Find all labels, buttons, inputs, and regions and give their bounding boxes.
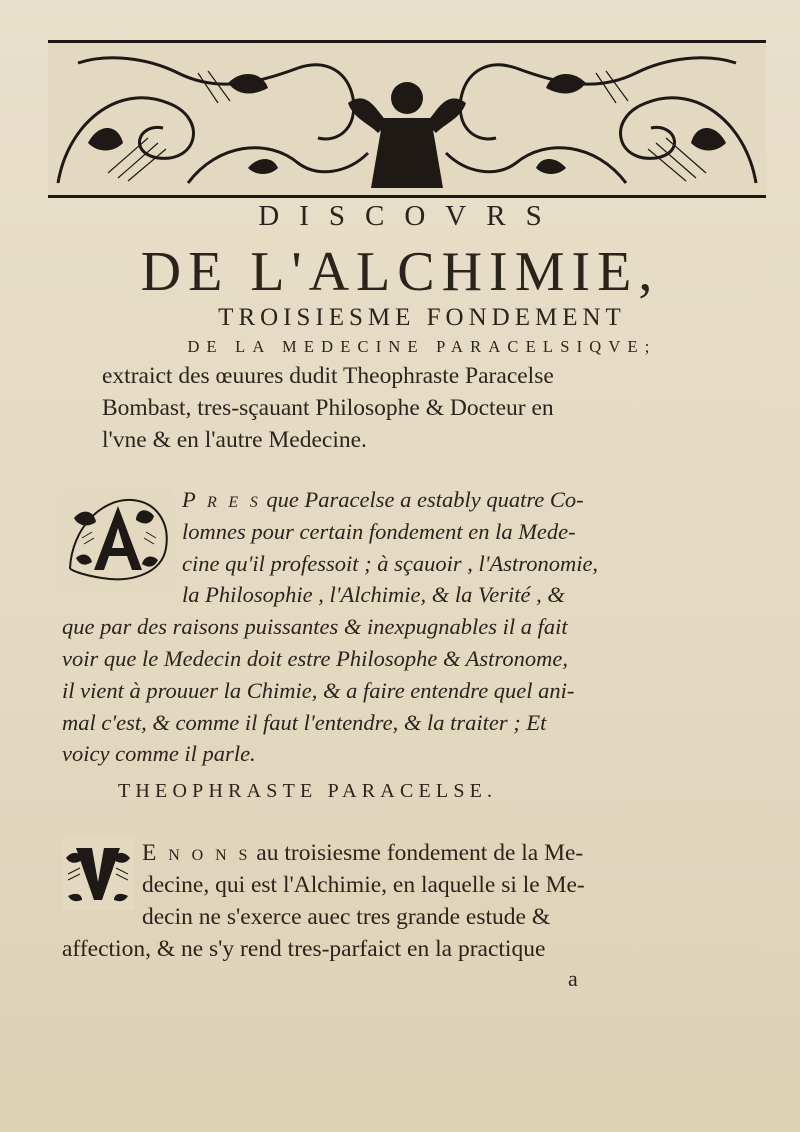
italic-line [62,484,667,516]
section-heading: THEOPHRASTE PARACELSE. [118,780,498,802]
italic-line: mal c'est, & comme il faut l'entendre, & la traiter ; Et [62,709,547,735]
body-line: affection, & ne s'y rend tres-parfaict en la practique [62,936,546,962]
italic-line: la Philosophie , l'Alchimie, & la Verité , & [182,582,565,608]
intro-line: extraict des œuures dudit Theophraste Paracelse [102,363,554,389]
title-discours: DISCOVRS [258,200,562,232]
body-line: decine, qui est l'Alchimie, en laquelle si le Me- [142,872,585,898]
catchword: a [568,966,578,991]
italic-line: il vient à prouuer la Chimie, & a faire entendre quel ani- [62,677,575,703]
intro-paragraph [102,360,662,456]
foliate-scroll-headpiece-icon [48,43,766,195]
title-alchimie: DE L'ALCHIMIE, [140,241,660,303]
intro-line: l'vne & en l'autre Medecine. [102,427,367,453]
body-paragraph [62,837,662,965]
italic-line: cine qu'il professoit ; à sçauoir , l'Astronomie, [182,550,599,576]
drop-initial-word: E n o n s [142,840,251,866]
italic-line: que par des raisons puissantes & inexpugnables il a fait [62,614,568,640]
drop-initial-word: P r e s [182,487,261,512]
italic-line: voicy comme il parle. [62,741,256,767]
headpiece-ornament [48,40,766,198]
body-line: decin ne s'exerce auec tres grande estude & [142,904,551,930]
subtitle-fondement: TROISIESME FONDEMENT [218,304,626,331]
body-line-text: au troisiesme fondement de la Me- [256,840,584,866]
italic-line: voir que le Medecin doit estre Philosophe & Astronome, [62,645,568,671]
italic-line-text: que Paracelse a estably quatre Co- [266,487,584,512]
italic-line: lomnes pour certain fondement en la Mede- [182,518,576,544]
italic-paragraph [62,484,667,770]
subtitle-medecine: DE LA MEDECINE PARACELSIQVE; [187,337,657,356]
body-line [62,837,662,869]
intro-line: Bombast, tres-sçauant Philosophe & Docteur en [102,395,554,421]
